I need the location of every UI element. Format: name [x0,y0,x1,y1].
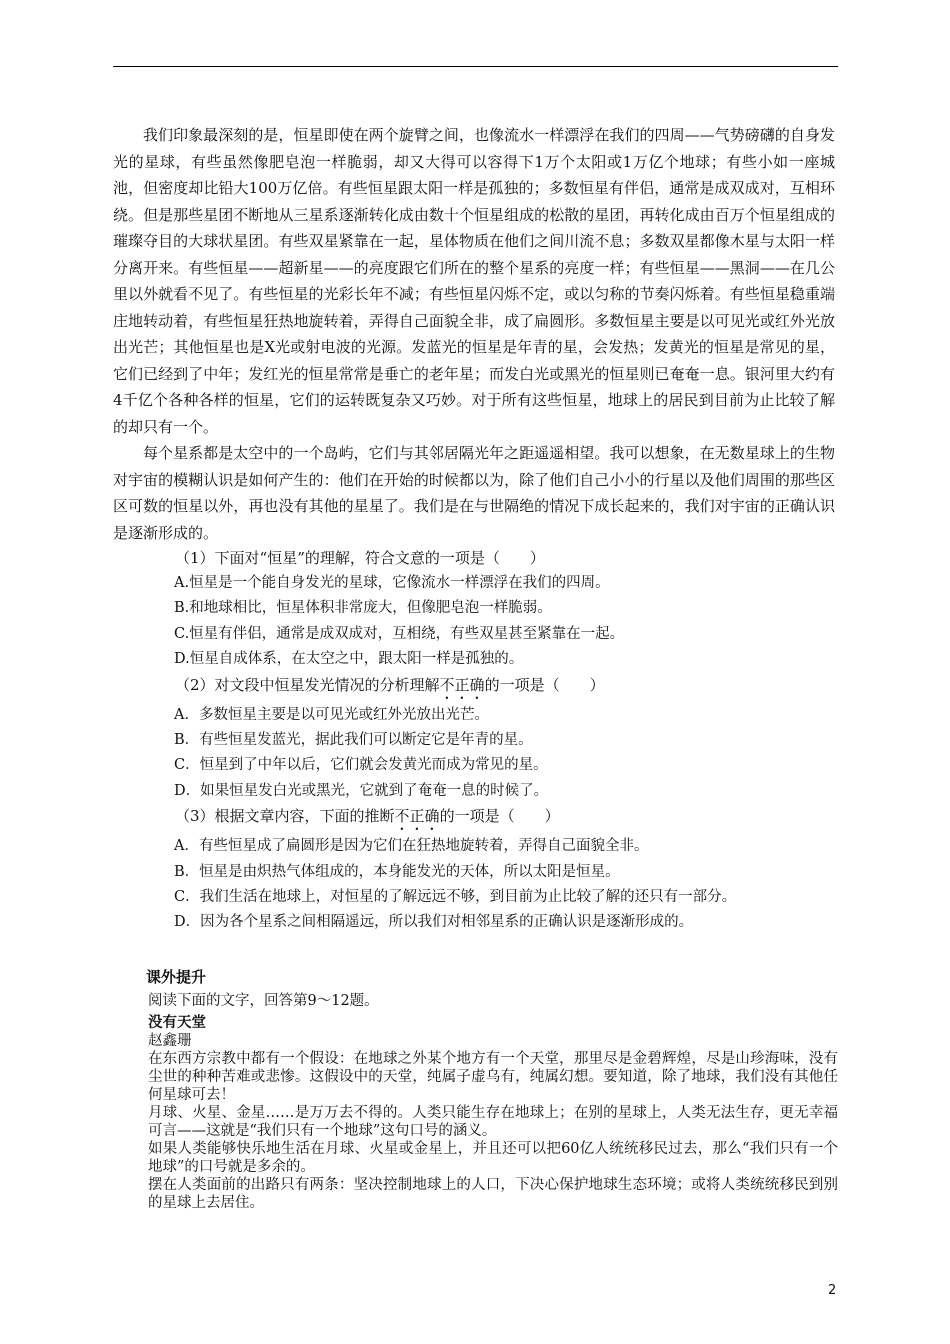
question-stem: （1）下面对“恒星”的理解，符合文意的一项是（ ） [175,549,545,567]
article-author: 赵鑫珊 [148,1033,192,1049]
section-heading: 课外提升 [146,968,207,986]
article-paragraph: 月球、火星、金星……是万万去不得的。人类只能生存在地球上；在别的星球上，人类无法生存，更无幸福可言——这就是“我们只有一个地球”这句口号的涵义。 [148,1105,838,1139]
question-2 [113,673,835,805]
reading-passage [113,122,835,936]
question-option: B．恒星是由炽热气体组成的，本身能发光的天体，所以太阳是恒星。 [174,863,620,880]
question-option: D．如果恒星发白光或黑光，它就到了奄奄一息的时候了。 [174,782,549,799]
passage-paragraph-1: 我们印象最深刻的是，恒星即使在两个旋臂之间，也像流水一样漂浮在我们的四周——气势磅礴的自身发光的星球，有些虽然像肥皂泡一样脆弱，却又大得可以容得下1万个太阳或1万亿个地球；有些小如一座城池，但密度却比铅大100万亿倍。有些恒星跟太阳一样是孤独的；多数恒星有伴侣，通常是成双成对，互相环绕。但是那些星团不断地从三星系逐渐转化成由数十个恒星组成的松散的星团，再转化成由百万个恒星组成的璀璨夺目的大球状星团。有些双星紧靠在一起，星体物质在他们之间川流不息；多数双星都像木星与太阳一样分离开来。有些恒星——超新星——的亮度跟它们所在的整个星系的亮度一样；有些恒星——黑洞——在几公里以外就看不见了。有些恒星的光彩长年不减；有些恒星闪烁不定，或以匀称的节奏闪烁着。有些恒星稳重端庄地转动着，有些恒星狂热地旋转着，弄得自己面貌全非，成了扁圆形。多数恒星主要是以可见光或红外光放出光芒；其他恒星也是X光或射电波的光源。发蓝光的恒星是年青的星，会发热；发黄光的恒星是常见的星，它们已经到了中年；发红光的恒星常常是垂亡的老年星；而发白光或黑光的恒星则已奄奄一息。银河里大约有4千亿个各种各样的恒星，它们的运转既复杂又巧妙。对于所有这些恒星，地球上的居民到目前为止比较了解的却只有一个。 [113,126,835,436]
extension-section [148,968,838,1212]
question-option: D．因为各个星系之间相隔遥远，所以我们对相邻星系的正确认识是逐渐形成的。 [174,914,694,931]
article-paragraph: 摆在人类面前的出路只有两条：坚决控制地球上的人口，下决心保护地球生态环境；或将人类统统移民到别的星球上去居住。 [148,1177,838,1211]
question-3 [113,804,835,936]
page-number: 2 [828,1283,837,1298]
question-stem: （2）对文段中恒星发光情况的分析理解不正确的一项是（ ） [175,675,605,694]
question-stem: （3）根据文章内容，下面的推断不正确的一项是（ ） [175,807,560,826]
question-option: C.恒星有伴侣，通常是成双成对，互相绕，有些双星甚至紧靠在一起。 [174,625,625,642]
question-option: C．我们生活在地球上，对恒星的了解远远不够，到目前为止比较了解的还只有一部分。 [174,889,737,906]
question-option: C．恒星到了中年以后，它们就会发黄光而成为常见的星。 [174,757,548,774]
question-option: A．有些恒星成了扁圆形是因为它们在狂热地旋转着，弄得自己面貌全非。 [174,838,649,855]
question-1 [113,546,835,673]
emphasized-text: 不正确 [439,675,485,694]
question-option: A.恒星是一个能自身发光的星球，它像流水一样漂浮在我们的四周。 [174,575,610,591]
question-option: A．多数恒星主要是以可见光或红外光放出光芒。 [174,706,489,723]
header-rule [113,66,838,67]
article-title: 没有天堂 [148,1015,206,1031]
question-option: B．有些恒星发蓝光，据此我们可以断定它是年青的星。 [174,732,533,749]
question-option: D.恒星自成体系，在太空之中，跟太阳一样是孤独的。 [174,651,524,668]
passage-paragraph-2: 每个星系都是太空中的一个岛屿，它们与其邻居隔光年之距遥遥相望。我可以想象，在无数星球上的生物对宇宙的模糊认识是如何产生的：他们在开始的时候都以为，除了他们自己小小的行星以及他们周围的那些区区可数的恒星以外，再也没有其他的星星了。我们是在与世隔绝的情况下成长起来的，我们对宇宙的正确认识是逐渐形成的。 [113,444,835,542]
instruction-text: 阅读下面的文字，回答第9～12题。 [148,993,379,1009]
emphasized-text: 不正确 [394,807,440,826]
article-paragraph: 在东西方宗教中都有一个假设：在地球之外某个地方有一个天堂，那里尽是金碧辉煌，尽是山珍海味，没有尘世的种种苦难或悲惨。这假设中的天堂，纯属子虚乌有，纯属幻想。要知道，除了地球，我们没有其他任何星球可去！ [148,1051,838,1103]
article-paragraph: 如果人类能够快乐地生活在月球、火星或金星上，并且还可以把60亿人统统移民过去，那么“我们只有一个地球”的口号就是多余的。 [148,1141,838,1175]
question-option: B.和地球相比，恒星体积非常庞大，但像肥皂泡一样脆弱。 [174,600,552,617]
